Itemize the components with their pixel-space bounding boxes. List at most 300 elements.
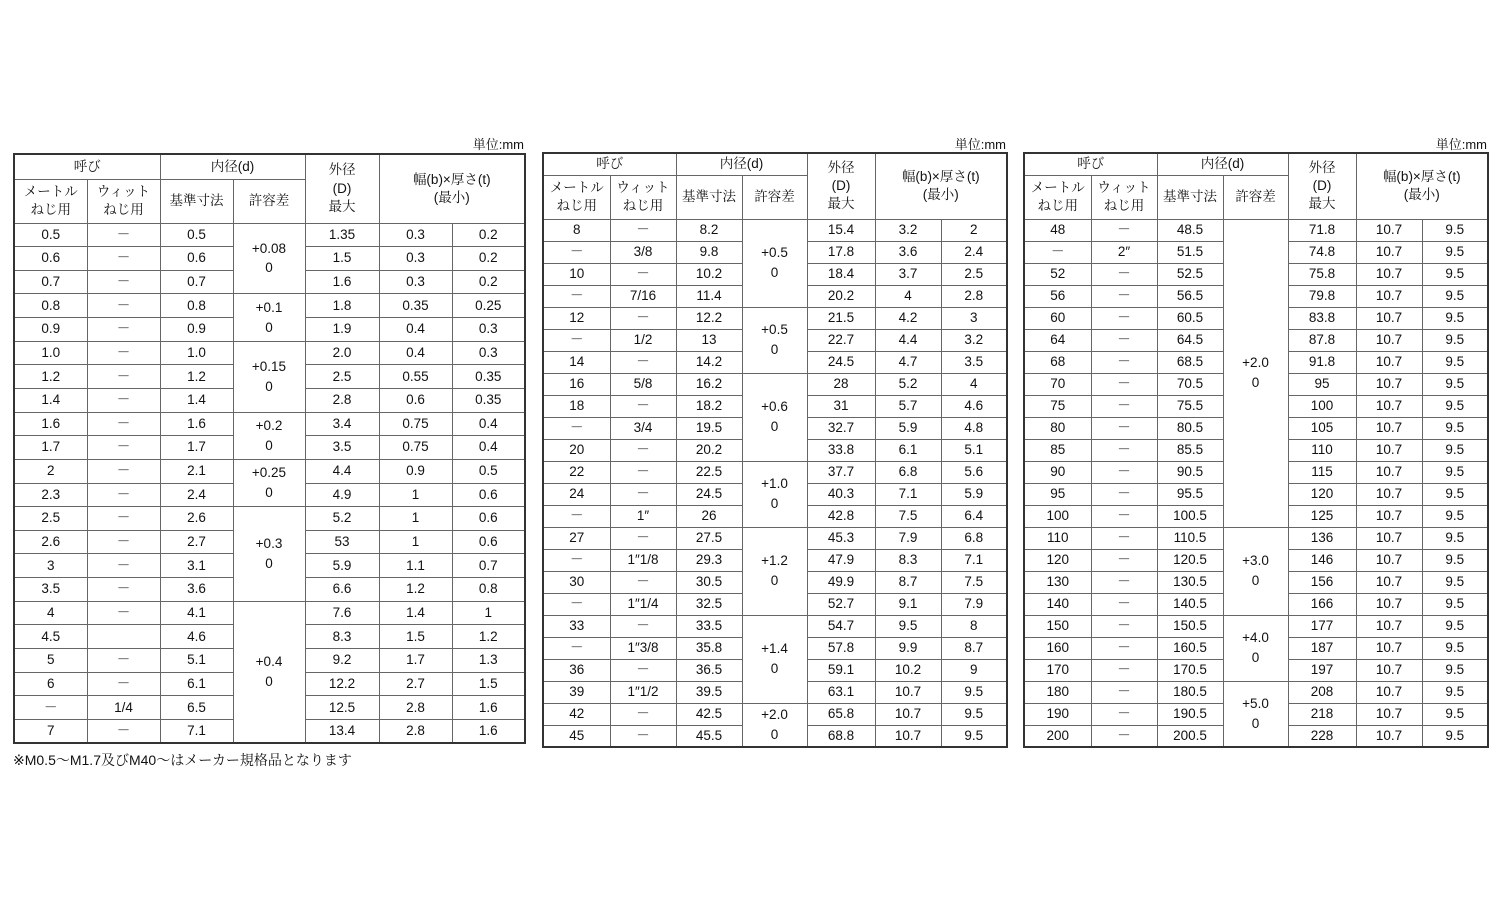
cell-metric-size: 190 [1024,703,1091,725]
cell-thickness: 9.5 [1422,659,1488,681]
spec-table [1023,152,1489,748]
cell-outer-diameter: 71.8 [1288,219,1356,241]
cell-outer-diameter: 5.2 [305,507,379,531]
cell-metric-size: 85 [1024,439,1091,461]
cell-thickness: 7.9 [941,593,1007,615]
cell-metric-size: 120 [1024,549,1091,571]
cell-basic-size: 45.5 [676,725,742,747]
cell-thickness: 9.5 [1422,703,1488,725]
cell-outer-diameter: 136 [1288,527,1356,549]
cell-basic-size: 150.5 [1157,615,1223,637]
cell-thickness: 9.5 [1422,483,1488,505]
cell-outer-diameter: 177 [1288,615,1356,637]
cell-thickness: 9.5 [1422,615,1488,637]
cell-tolerance [233,459,305,506]
cell-metric-size: 3.5 [14,578,87,602]
tolerance-lower: 0 [770,661,779,676]
cell-tolerance [1223,527,1288,615]
cell-metric-size: 68 [1024,351,1091,373]
cell-whitworth-size: － [87,601,160,625]
cell-thickness: 9.5 [1422,461,1488,483]
cell-width: 10.7 [1356,703,1422,725]
cell-thickness: 2.8 [941,285,1007,307]
cell-width: 10.7 [1356,417,1422,439]
table-row [14,412,525,436]
cell-metric-size: 1.0 [14,341,87,365]
cell-basic-size: 12.2 [676,307,742,329]
cell-width: 1 [379,507,452,531]
cell-outer-diameter: 5.9 [305,554,379,578]
cell-metric-size: 20 [543,439,610,461]
cell-basic-size: 8.2 [676,219,742,241]
cell-metric-size: 95 [1024,483,1091,505]
cell-outer-diameter: 2.0 [305,341,379,365]
cell-thickness: 9 [941,659,1007,681]
table-row [543,615,1007,637]
cell-whitworth-size: － [1091,725,1157,747]
cell-thickness: 9.5 [1422,285,1488,307]
cell-width: 10.7 [1356,593,1422,615]
cell-outer-diameter: 32.7 [807,417,875,439]
cell-width: 9.9 [875,637,941,659]
cell-whitworth-size: － [87,223,160,247]
header-metric-l2: ねじ用 [1037,198,1078,213]
tolerance-upper: +0.5 [761,322,788,338]
cell-thickness: 0.35 [452,388,525,412]
cell-basic-size: 170.5 [1157,659,1223,681]
cell-thickness: 9.5 [1422,725,1488,747]
cell-width: 10.7 [1356,351,1422,373]
cell-whitworth-size: － [87,507,160,531]
cell-thickness: 0.6 [452,507,525,531]
cell-thickness: 0.3 [452,341,525,365]
header-metric-thread [1024,175,1091,219]
cell-outer-diameter: 68.8 [807,725,875,747]
cell-tolerance [233,341,305,412]
tolerance-lower: 0 [770,342,779,357]
cell-width: 4 [875,285,941,307]
cell-outer-diameter: 45.3 [807,527,875,549]
header-outer-l3: 最大 [1308,196,1336,212]
cell-width: 0.75 [379,412,452,436]
tolerance-lower: 0 [265,319,273,335]
cell-width: 3.6 [875,241,941,263]
cell-whitworth-size: － [87,578,160,602]
cell-basic-size: 140.5 [1157,593,1223,615]
cell-metric-size: 180 [1024,681,1091,703]
cell-basic-size: 120.5 [1157,549,1223,571]
header-outer-l2: (D) [332,180,352,196]
header-outer-l1: 外径 [328,162,356,178]
cell-metric-size: － [543,241,610,263]
cell-basic-size: 27.5 [676,527,742,549]
cell-outer-diameter: 79.8 [1288,285,1356,307]
cell-whitworth-size: － [87,459,160,483]
cell-whitworth-size: 7/16 [610,285,676,307]
cell-outer-diameter: 17.8 [807,241,875,263]
cell-thickness: 5.1 [941,439,1007,461]
cell-width: 10.7 [1356,549,1422,571]
cell-thickness: 0.25 [452,294,525,318]
cell-whitworth-size: 5/8 [610,373,676,395]
tolerance-lower: 0 [265,485,273,501]
cell-outer-diameter: 87.8 [1288,329,1356,351]
table-row [543,307,1007,329]
header-whitworth-thread [610,175,676,219]
header-whit-l1: ウィット [616,179,670,195]
cell-outer-diameter: 65.8 [807,703,875,725]
cell-whitworth-size: － [87,672,160,696]
tolerance-upper: +0.25 [251,465,287,481]
cell-thickness: 2.5 [941,263,1007,285]
cell-whitworth-size: 3/8 [610,241,676,263]
tolerance-upper: +5.0 [1242,696,1269,712]
cell-outer-diameter: 105 [1288,417,1356,439]
cell-width: 6.1 [875,439,941,461]
tolerance-upper: +1.2 [761,553,788,569]
cell-whitworth-size: － [1091,329,1157,351]
cell-thickness: 9.5 [1422,263,1488,285]
cell-width: 4.7 [875,351,941,373]
cell-outer-diameter: 91.8 [1288,351,1356,373]
cell-outer-diameter: 95 [1288,373,1356,395]
cell-whitworth-size: － [610,351,676,373]
header-wt-l2: (最小) [1403,187,1440,203]
cell-width: 2.8 [379,696,452,720]
table-row [14,601,525,625]
cell-outer-diameter: 28 [807,373,875,395]
cell-basic-size: 29.3 [676,549,742,571]
table-body [14,223,525,743]
header-width-thickness [1356,153,1488,219]
cell-width: 7.5 [875,505,941,527]
cell-metric-size: 42 [543,703,610,725]
cell-basic-size: 0.5 [160,223,233,247]
cell-whitworth-size: － [87,270,160,294]
cell-width: 5.2 [875,373,941,395]
cell-metric-size: － [543,549,610,571]
cell-basic-size: 80.5 [1157,417,1223,439]
cell-outer-diameter: 57.8 [807,637,875,659]
cell-whitworth-size: 1″1/2 [610,681,676,703]
cell-outer-diameter: 8.3 [305,625,379,649]
cell-basic-size: 11.4 [676,285,742,307]
cell-whitworth-size: － [610,395,676,417]
tolerance-upper: +0.15 [251,359,287,375]
cell-width: 9.5 [875,615,941,637]
cell-width: 8.7 [875,571,941,593]
cell-thickness: 0.3 [452,318,525,342]
tolerance-upper: +1.0 [761,476,788,492]
cell-basic-size: 26 [676,505,742,527]
header-inner-diameter: 内径(d) [160,154,305,179]
cell-basic-size: 2.1 [160,459,233,483]
cell-width: 10.7 [1356,395,1422,417]
tolerance-upper: +0.3 [255,536,283,552]
cell-outer-diameter: 228 [1288,725,1356,747]
cell-metric-size: 90 [1024,461,1091,483]
cell-whitworth-size: － [1091,417,1157,439]
cell-thickness: 9.5 [1422,351,1488,373]
cell-whitworth-size: － [1091,549,1157,571]
cell-whitworth-size: － [610,615,676,637]
cell-outer-diameter: 1.8 [305,294,379,318]
cell-width: 1.4 [379,601,452,625]
cell-metric-size: 2.5 [14,507,87,531]
cell-whitworth-size: － [610,439,676,461]
header-whit-l2: ねじ用 [103,202,144,217]
cell-thickness: 9.5 [1422,549,1488,571]
cell-thickness: 9.5 [1422,637,1488,659]
cell-tolerance [233,223,305,294]
cell-outer-diameter: 2.8 [305,388,379,412]
cell-whitworth-size: － [610,263,676,285]
cell-tolerance [742,615,807,703]
cell-metric-size: 2 [14,459,87,483]
cell-outer-diameter: 7.6 [305,601,379,625]
cell-outer-diameter: 21.5 [807,307,875,329]
footnote: ※M0.5～M1.7及びM40～はメーカー規格品となります [13,752,352,768]
cell-outer-diameter: 83.8 [1288,307,1356,329]
cell-basic-size: 95.5 [1157,483,1223,505]
cell-tolerance [742,373,807,461]
cell-width: 8.3 [875,549,941,571]
table-row [14,223,525,247]
tolerance-lower: 0 [265,437,273,453]
cell-basic-size: 22.5 [676,461,742,483]
header-outer-l2: (D) [831,178,851,194]
cell-thickness: 1.6 [452,719,525,743]
cell-basic-size: 4.1 [160,601,233,625]
cell-basic-size: 85.5 [1157,439,1223,461]
cell-basic-size: 75.5 [1157,395,1223,417]
cell-thickness: 3 [941,307,1007,329]
cell-metric-size: 2.6 [14,530,87,554]
cell-basic-size: 30.5 [676,571,742,593]
cell-metric-size: 30 [543,571,610,593]
header-whitworth-thread [87,179,160,223]
cell-whitworth-size: － [1091,307,1157,329]
cell-width: 10.7 [1356,285,1422,307]
cell-metric-size: 22 [543,461,610,483]
cell-tolerance [1223,615,1288,681]
cell-whitworth-size: － [1091,505,1157,527]
header-outer-l1: 外径 [1308,159,1336,175]
tolerance-lower: 0 [770,496,779,511]
cell-outer-diameter: 53 [305,530,379,554]
cell-whitworth-size: － [1091,681,1157,703]
cell-basic-size: 6.1 [160,672,233,696]
header-whit-l2: ねじ用 [622,198,664,213]
cell-basic-size: 2.6 [160,507,233,531]
cell-thickness: 3.5 [941,351,1007,373]
cell-outer-diameter: 18.4 [807,263,875,285]
cell-whitworth-size: － [1091,615,1157,637]
cell-thickness: 9.5 [1422,571,1488,593]
cell-outer-diameter: 1.6 [305,270,379,294]
tolerance-upper: +0.1 [255,300,283,315]
cell-width: 3.7 [875,263,941,285]
tolerance-upper: +3.0 [1242,553,1269,569]
cell-tolerance [233,507,305,602]
cell-whitworth-size: 2″ [1091,241,1157,263]
header-whit-l2: ねじ用 [1103,198,1145,213]
cell-thickness: 7.1 [941,549,1007,571]
cell-whitworth-size: － [1091,637,1157,659]
cell-metric-size: 170 [1024,659,1091,681]
cell-outer-diameter: 197 [1288,659,1356,681]
cell-outer-diameter: 100 [1288,395,1356,417]
header-basic-size: 基準寸法 [1157,175,1223,219]
tolerance-lower: 0 [265,673,273,689]
header-outer-diameter [305,154,379,223]
cell-width: 10.7 [1356,219,1422,241]
cell-width: 0.55 [379,365,452,389]
cell-whitworth-size: － [1091,373,1157,395]
tolerance-lower: 0 [265,260,273,276]
cell-metric-size: 4.5 [14,625,87,649]
cell-metric-size: 1.7 [14,436,87,460]
cell-basic-size: 48.5 [1157,219,1223,241]
spec-table-panel-1 [13,130,524,750]
header-outer-l2: (D) [1312,178,1332,194]
cell-width: 4.4 [875,329,941,351]
cell-whitworth-size: － [610,571,676,593]
spec-table [13,153,526,744]
cell-basic-size: 100.5 [1157,505,1223,527]
cell-thickness: 0.4 [452,412,525,436]
cell-basic-size: 0.8 [160,294,233,318]
cell-metric-size: 1.4 [14,388,87,412]
cell-width: 0.35 [379,294,452,318]
cell-width: 0.3 [379,223,452,247]
cell-whitworth-size [87,625,160,649]
cell-whitworth-size: － [87,530,160,554]
tolerance-lower: 0 [265,555,273,571]
tolerance-upper: +0.4 [255,654,283,670]
cell-basic-size: 1.2 [160,365,233,389]
cell-basic-size: 90.5 [1157,461,1223,483]
cell-thickness: 8.7 [941,637,1007,659]
cell-whitworth-size: － [87,365,160,389]
spec-table-panel-2 [542,130,1006,750]
cell-outer-diameter: 40.3 [807,483,875,505]
cell-basic-size: 2.4 [160,483,233,507]
cell-tolerance [233,412,305,459]
cell-metric-size: 8 [543,219,610,241]
cell-width: 10.7 [875,703,941,725]
cell-width: 10.2 [875,659,941,681]
cell-metric-size: 5 [14,649,87,673]
cell-tolerance [742,219,807,307]
cell-width: 1 [379,530,452,554]
table-row [1024,219,1488,241]
cell-outer-diameter: 22.7 [807,329,875,351]
cell-basic-size: 180.5 [1157,681,1223,703]
table-row [1024,615,1488,637]
cell-outer-diameter: 3.4 [305,412,379,436]
cell-basic-size: 3.1 [160,554,233,578]
cell-metric-size: － [543,637,610,659]
cell-tolerance [742,307,807,373]
header-inner-diameter: 内径(d) [1157,153,1288,175]
cell-width: 9.1 [875,593,941,615]
cell-width: 10.7 [1356,461,1422,483]
cell-thickness: 9.5 [1422,307,1488,329]
cell-tolerance [742,527,807,615]
cell-thickness: 5.6 [941,461,1007,483]
cell-metric-size: － [543,505,610,527]
header-nominal: 呼び [1024,153,1157,175]
cell-metric-size: 4 [14,601,87,625]
tolerance-upper: +4.0 [1242,630,1269,646]
cell-width: 0.3 [379,247,452,271]
cell-outer-diameter: 187 [1288,637,1356,659]
table-row [543,373,1007,395]
table-body [543,219,1007,747]
header-metric-l2: ねじ用 [30,202,71,217]
cell-basic-size: 0.6 [160,247,233,271]
header-wt-l1: 幅(b)×厚さ(t) [412,171,491,187]
cell-thickness: 6.8 [941,527,1007,549]
cell-metric-size: 36 [543,659,610,681]
cell-width: 1 [379,483,452,507]
cell-metric-size: 75 [1024,395,1091,417]
unit-label: 単位:mm [954,137,1006,152]
cell-basic-size: 39.5 [676,681,742,703]
cell-whitworth-size: － [1091,395,1157,417]
cell-thickness: 9.5 [941,681,1007,703]
cell-width: 5.7 [875,395,941,417]
cell-outer-diameter: 33.8 [807,439,875,461]
cell-thickness: 0.2 [452,270,525,294]
table-row [14,294,525,318]
cell-thickness: 9.5 [1422,219,1488,241]
cell-basic-size: 68.5 [1157,351,1223,373]
cell-width: 0.4 [379,341,452,365]
cell-basic-size: 130.5 [1157,571,1223,593]
cell-outer-diameter: 63.1 [807,681,875,703]
cell-width: 0.6 [379,388,452,412]
cell-width: 4.2 [875,307,941,329]
cell-outer-diameter: 146 [1288,549,1356,571]
cell-outer-diameter: 4.9 [305,483,379,507]
cell-width: 2.8 [379,719,452,743]
cell-thickness: 0.5 [452,459,525,483]
cell-whitworth-size: － [87,247,160,271]
cell-whitworth-size: － [610,725,676,747]
cell-width: 10.7 [1356,263,1422,285]
cell-thickness: 0.6 [452,483,525,507]
cell-basic-size: 19.5 [676,417,742,439]
cell-basic-size: 2.7 [160,530,233,554]
cell-thickness: 1.6 [452,696,525,720]
cell-whitworth-size: － [1091,461,1157,483]
header-tolerance: 許容差 [742,175,807,219]
cell-thickness: 0.6 [452,530,525,554]
table-row [543,703,1007,725]
cell-metric-size: 60 [1024,307,1091,329]
tolerance-upper: +0.6 [761,399,788,415]
cell-basic-size: 200.5 [1157,725,1223,747]
cell-width: 10.7 [1356,373,1422,395]
cell-whitworth-size: 1″1/8 [610,549,676,571]
cell-outer-diameter: 208 [1288,681,1356,703]
cell-whitworth-size: － [87,341,160,365]
cell-thickness: 1.5 [452,672,525,696]
cell-metric-size: 16 [543,373,610,395]
cell-width: 0.75 [379,436,452,460]
